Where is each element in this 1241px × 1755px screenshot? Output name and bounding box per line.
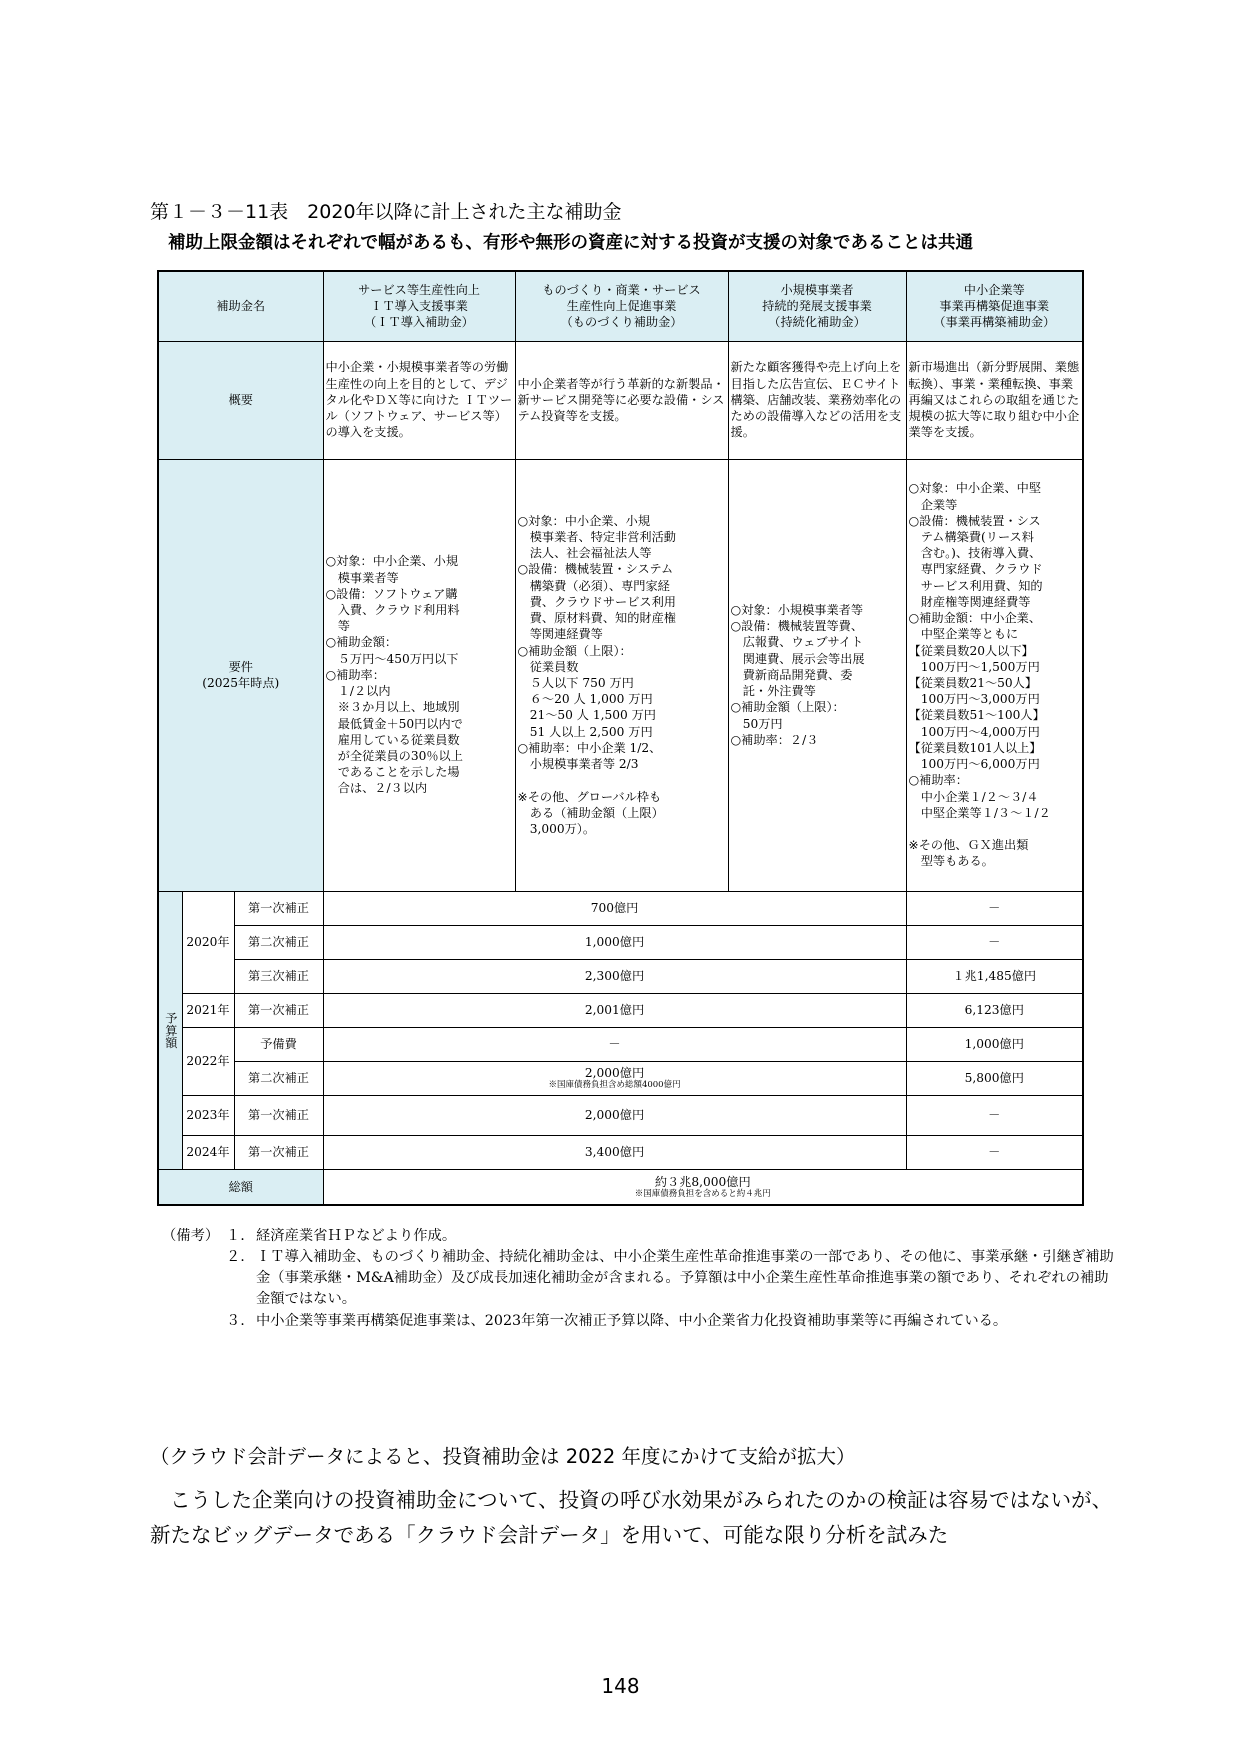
budget-last-value: － [906, 925, 1083, 959]
column-header-monozukuri: ものづくり・商業・サービス 生産性向上促進事業 （ものづくり補助金） [515, 271, 728, 341]
remark-number: １. [226, 1228, 245, 1244]
budget-kind: 第一次補正 [234, 1095, 323, 1135]
budget-last-value: － [906, 1135, 1083, 1169]
body-paragraph: こうした企業向けの投資補助金について、投資の呼び水効果がみられたのかの検証は容易ではないが、新たなビッグデータである「クラウド会計データ」を用いて、可能な限り分析を試みた [150, 1488, 1113, 1548]
column-header-it: サービス等生産性向上 ＩＴ導入支援事業 （ＩＴ導入補助金） [323, 271, 515, 341]
budget-year-2022: 2022年 [182, 1027, 234, 1095]
budget-shared-note: ※国庫債務負担含め総額4000億円 [548, 1080, 681, 1091]
overview-it: 中小企業・小規模事業者等の労働生産性の向上を目的として、デジタル化やＤＸ等に向けた ＩＴツール（ソフトウェア、サービス等）の導入を支援。 [323, 341, 515, 459]
column-header-saikochiku: 中小企業等 事業再構築促進事業 （事業再構築補助金） [906, 271, 1083, 341]
budget-last-value: 5,800億円 [906, 1061, 1083, 1095]
requirements-it: ○対象：中小企業、小規 模事業者等 ○設備：ソフトウェア購 入費、クラウド利用料 等 ○補助金額： ５万円～450万円以下 ○補助率： １/２以内 ※３か月以上、地域別 最低賃金＋50円以内で 雇用している従業員数 が全従業員の30％以上 であることを示した場 合は、２/３以内 [323, 459, 515, 891]
budget-year-2024: 2024年 [182, 1135, 234, 1169]
remark-text: 経済産業省ＨＰなどより作成。 [256, 1228, 457, 1244]
budget-kind: 第二次補正 [234, 925, 323, 959]
overview-monozukuri: 中小企業者等が行う革新的な新製品・新サービス開発等に必要な設備・システム投資等を支援。 [515, 341, 728, 459]
budget-year-2020: 2020年 [182, 891, 234, 993]
table-title: 第１－３－11表 2020年以降に計上された主な補助金 [150, 201, 622, 223]
remarks [162, 1226, 1122, 1332]
page-number: 148 [601, 1674, 640, 1698]
overview-jizokuka: 新たな顧客獲得や売上げ向上を目指した広告宣伝、ＥＣサイト構築、店舗改装、業務効率化のための設備導入などの活用を支援。 [728, 341, 906, 459]
budget-kind: 第三次補正 [234, 959, 323, 993]
requirements-sublabel: (2025年時点) [202, 676, 280, 690]
requirements-label: 要件 [228, 659, 253, 674]
budget-kind: 第一次補正 [234, 1135, 323, 1169]
subsidy-table [157, 270, 1084, 1206]
budget-shared-cell [323, 1061, 906, 1095]
requirements-saikochiku: ○対象：中小企業、中堅 企業等 ○設備：機械装置・シス テム構築費(リース料 含む。)、技術導入費、 専門家経費、クラウド サービス利用費、知的 財産権等関連経費等 ○補助金額：中小企業、 中堅企業等ともに 【従業員数20人以下】 100万円～1,500万円 【従業員数21～50人】 100万円～3,000万円 【従業員数51～100人】 100万円～4,000万円 【従業員数101人以上】 100万円～6,000万円 ○補助率： 中小企業１/２～３/４ 中堅企業等１/３～１/２ ※その他、ＧＸ進出類 型等もある。 [906, 459, 1083, 891]
body-text-block [150, 1483, 1130, 1554]
total-note: ※国庫債務負担を含めると約４兆円 [634, 1189, 771, 1200]
budget-shared-value: 2,001億円 [323, 993, 906, 1027]
overview-label: 概要 [158, 341, 323, 459]
budget-last-value: － [906, 891, 1083, 925]
budget-last-value: 6,123億円 [906, 993, 1083, 1027]
table-subtitle: 補助上限金額はそれぞれで幅があるも、有形や無形の資産に対する投資が支援の対象であることは共通 [168, 233, 973, 253]
remark-text: 中小企業等事業再構築促進事業は、2023年第一次補正予算以降、中小企業省力化投資補助事業等に再編されている。 [256, 1312, 1008, 1329]
budget-year-2023: 2023年 [182, 1095, 234, 1135]
budget-shared-value: 2,300億円 [323, 959, 906, 993]
budget-kind: 第一次補正 [234, 891, 323, 925]
budget-shared-value: 2,000億円 [584, 1066, 645, 1081]
overview-saikochiku: 新市場進出（新分野展開、業態転換）、事業・業種転換、事業再編又はこれらの取組を通じた規模の拡大等に取り組む中小企業等を支援。 [906, 341, 1083, 459]
total-value: 約３兆8,000億円 [654, 1174, 751, 1189]
budget-kind: 予備費 [234, 1027, 323, 1061]
budget-shared-value: － [323, 1027, 906, 1061]
budget-shared-value: 3,400億円 [323, 1135, 906, 1169]
budget-shared-value: 700億円 [323, 891, 906, 925]
remark-number: ３. [226, 1312, 245, 1329]
requirements-monozukuri: ○対象：中小企業、小規 模事業者、特定非営利活動 法人、社会福祉法人等 ○設備：機械装置・システム 構築費（必須）、専門家経 費、クラウドサービス利用 費、原材料費、知的財産権 等関連経費等 ○補助金額（上限）： 従業員数 ５人以下 750 万円 ６～20 人 1,000 万円 21～50 人 1,500 万円 51 人以上 2,500 万円 ○補助率：中小企業 1/2、 小規模事業者等 2/3 ※その他、グローバル枠も ある（補助金額（上限） 3,000万）。 [515, 459, 728, 891]
requirements-jizokuka: ○対象：小規模事業者等 ○設備：機械装置等費、 広報費、ウェブサイト 関連費、展示会等出展 費新商品開発費、委 託・外注費等 ○補助金額（上限）： 50万円 ○補助率：２/３ [728, 459, 906, 891]
budget-last-value: － [906, 1095, 1083, 1135]
total-cell [323, 1169, 1083, 1205]
budget-label: 予算額 [158, 891, 182, 1169]
budget-shared-value: 2,000億円 [323, 1095, 906, 1135]
total-label: 総額 [158, 1169, 323, 1205]
remark-number: ２. [226, 1249, 245, 1266]
budget-year-2021: 2021年 [182, 993, 234, 1027]
remark-text: ＩＴ導入補助金、ものづくり補助金、持続化補助金は、中小企業生産性革命推進事業の一部であり、その他に、事業承継・引継ぎ補助金（事業承継・M&A補助金）及び成長加速化補助金が含まれる。予算額は中小企業生産性革命推進事業の額であり、それぞれの補助金額ではない。 [256, 1249, 1114, 1308]
requirements-label-cell [158, 459, 323, 891]
budget-shared-value: 1,000億円 [323, 925, 906, 959]
header-label: 補助金名 [158, 271, 323, 341]
budget-last-value: １兆1,485億円 [906, 959, 1083, 993]
budget-kind: 第二次補正 [234, 1061, 323, 1095]
column-header-jizokuka: 小規模事業者 持続的発展支援事業 （持続化補助金） [728, 271, 906, 341]
section-heading: （クラウド会計データによると、投資補助金は 2022 年度にかけて支給が拡大） [150, 1445, 856, 1468]
budget-kind: 第一次補正 [234, 993, 323, 1027]
remarks-label: （備考） [162, 1228, 220, 1244]
budget-last-value: 1,000億円 [906, 1027, 1083, 1061]
